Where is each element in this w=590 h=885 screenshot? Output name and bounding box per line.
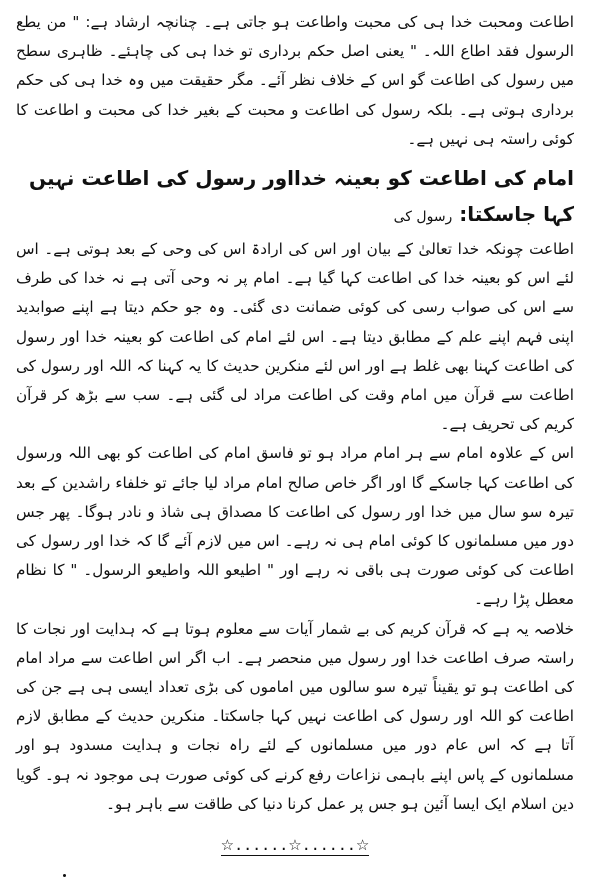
star-icon: ☆ (355, 836, 370, 855)
paragraph-1: اطاعت ومحبت خدا ہی کی محبت واطاعت ہو جاتی ہے۔ چنانچہ ارشاد ہے: " من یطع الرسول فقد اطاع اللہ۔ " یعنی اصل حکم برداری تو خدا ہی کی چاہئے۔ ظاہری سطح میں رسول کی اطاعت گو اس کے خلاف نظر آئے۔ مگر حقیقت میں وہ خدا ہی کی حکم برداری ہوتی ہے۔ بلکہ رسول کی اطاعت و محبت کے بغیر خدا کی محبت و اطاعت کا کوئی راستہ ہی نہیں ہے۔ (16, 13, 574, 148)
section-divider (16, 835, 574, 856)
section-heading (16, 160, 574, 235)
star-icon: ☆ (288, 836, 302, 855)
paragraph-4: خلاصہ یہ ہے کہ قرآن کریم کی بے شمار آیات سے معلوم ہوتا ہے کہ ہدایت اور نجات کا راستہ صرف اطاعت خدا اور رسول میں منحصر ہے۔ اب اگر اس اطاعت سے مراد امام کی اطاعت ہو تو یقیناً تیرہ سو سالوں میں اماموں کی بڑی تعداد ایسی ہی ہے جن کی اطاعت کو اللہ اور رسول کی اطاعت نہیں کہا جاسکتا۔ منکرین حدیث کے مطابق لازم آتا ہے کہ اس عام دور میں مسلمانوں کے لئے راہ نجات و ہدایت مسدود ہو اور مسلمانوں کے پاس اپنے باہمی نزاعات رفع کرنے کی کوئی صورت ہی موجود نہ ہو۔ گویا دین اسلام ایک ایسا آئین ہو جس پر عمل کرنا دنیا کی طاقت سے باہر ہو۔ (16, 619, 574, 813)
stray-dot (63, 874, 66, 877)
paragraph-3: اس کے علاوہ امام سے ہر امام مراد ہو تو فاسق امام کی اطاعت کو بھی اللہ ورسول کی اطاعت کہا جاسکے گا اور اگر خاص صالح امام مراد لیا جائے تو خلفاء راشدین کے بعد تیرہ سو سال میں خدا اور رسول کی اطاعت کا مصداق ہی شاذ و نادر ہوگا۔ پھر جس دور میں مسلمانوں کا کوئی امام ہی نہ رہے۔ اس میں لازم آئے گا کہ خدا اور رسول کی اطاعت کی کوئی صورت ہی باقی نہ رہے اور " اطیعو اللہ واطیعو الرسول۔ " کا نظام معطل پڑا رہے۔ (16, 444, 574, 609)
star-icon: ☆ (220, 836, 235, 855)
section-heading-text: امام کی اطاعت کو بعینہ خدااور رسول کی اطاعت نہیں کہا جاسکتا: (29, 166, 574, 227)
paragraph-2: اطاعت چونکہ خدا تعالیٰ کے بیان اور اس کی ارادۃ اس کی وحی کے بعد ہوتی ہے۔ اس لئے اس کو بعینہ خدا کی اطاعت کہا گیا ہے۔ امام پر نہ وحی آتی ہے نہ خدا کی طرف سے اس کی صواب رسی کی کوئی ضمانت دی گئی۔ وہ جو حکم دیتا ہے اپنے صوابدید اپنی فہم اپنے علم کے مطابق دیتا ہے۔ اس لئے امام کی اطاعت کو بعینہ خدا اور رسول کی اطاعت کہنا بھی غلط ہے اور اس لئے منکرین حدیث کا یہ کہنا کہ اللہ اور رسول کی اطاعت سے قرآن میں امام وقت کی اطاعت مراد لی گئی ہے۔ سب سے بڑھ کر قرآن کریم کی تحریف ہے۔ (16, 240, 574, 434)
section-heading-tail: رسول کی (393, 209, 453, 226)
star-divider (221, 836, 370, 856)
divider-dots: ...... (301, 836, 356, 855)
divider-dots: ...... (234, 836, 289, 855)
